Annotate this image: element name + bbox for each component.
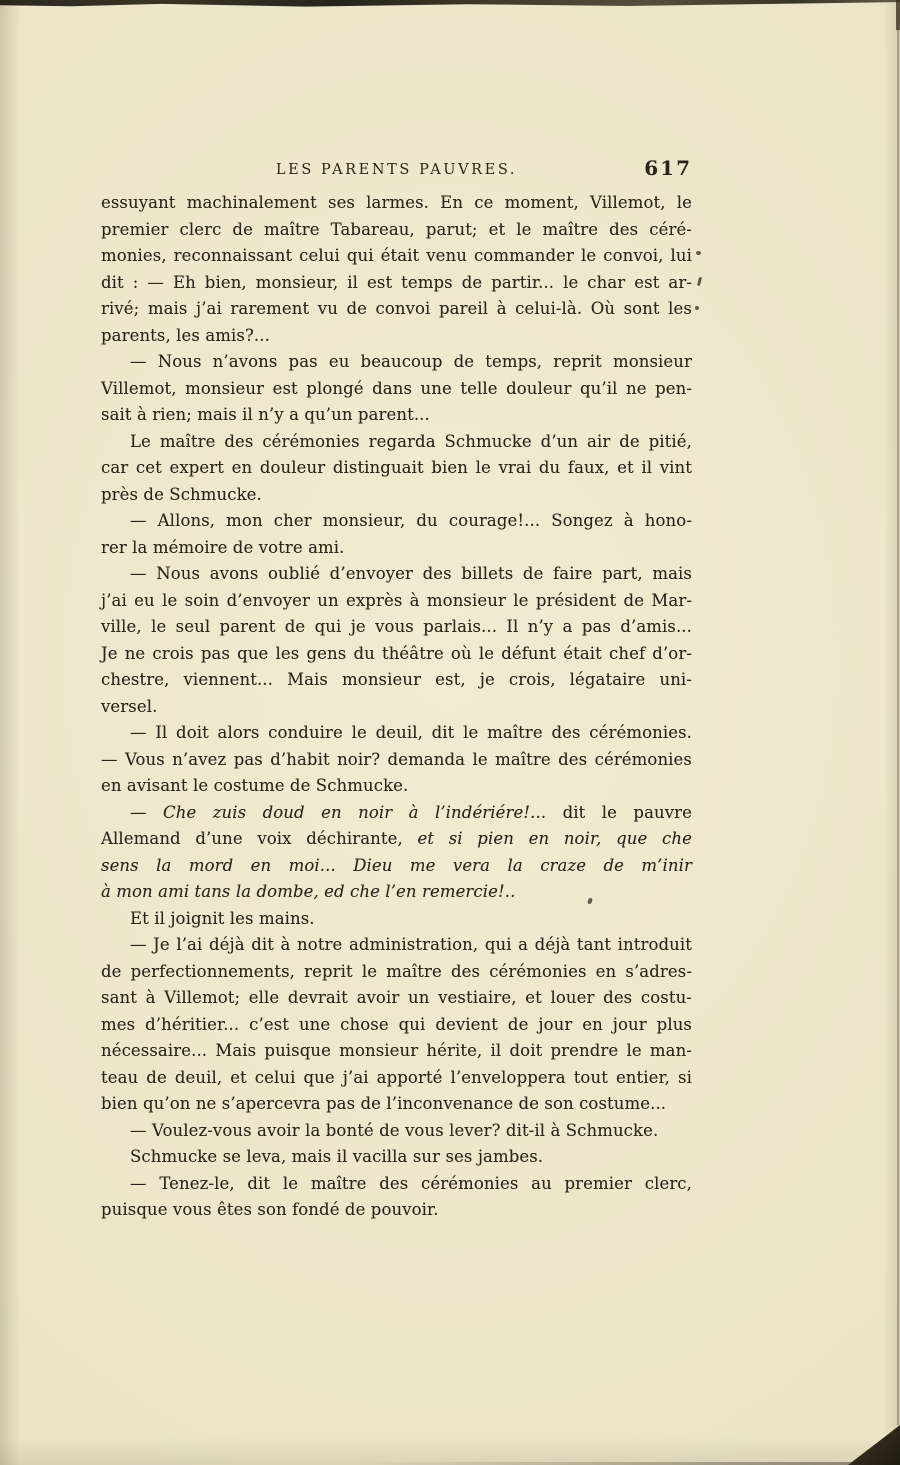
text-segment: Je ne crois pas que les gens du théâtre où le défunt était chef d’or- — [101, 643, 692, 663]
paragraph — [101, 508, 692, 561]
text-line — [101, 588, 692, 615]
text-segment: monies, reconnaissant celui qui était venu commander le convoi, lui — [101, 246, 692, 265]
text-line — [101, 508, 692, 535]
text-segment: Schmucke se leva, mais il vacilla sur ses jambes. — [130, 1147, 544, 1166]
scan-top-edge-artifact — [0, 0, 900, 7]
text-segment: dit le pauvre — [562, 802, 693, 822]
text-line — [101, 932, 692, 959]
italic-text-segment: à mon ami tans la dombe, ed che l’en remercie!.. — [101, 882, 516, 901]
text-line — [101, 694, 692, 721]
text-line — [101, 217, 692, 244]
text-line — [101, 853, 692, 880]
text-segment: — Nous avons oublié d’envoyer des billets de faire part, mais — [130, 564, 692, 583]
text-line — [101, 879, 692, 906]
text-segment: mes d’héritier... c’est une chose qui devient de jour en jour plus — [101, 1014, 692, 1034]
text-line — [101, 402, 692, 429]
text-line — [101, 1065, 692, 1092]
text-segment: teau de deuil, et celui que j’ai apporté l’enveloppera tout entier, si — [101, 1067, 692, 1087]
text-line — [101, 1038, 692, 1065]
text-line — [101, 376, 692, 403]
text-line — [101, 1012, 692, 1039]
paragraph — [101, 1118, 692, 1145]
text-line — [101, 826, 692, 853]
text-segment: bien qu’on ne s’apercevra pas de l’inconvenance de son costume... — [101, 1094, 667, 1113]
text-line — [101, 1144, 692, 1171]
paragraph — [101, 1144, 692, 1171]
text-line — [101, 667, 692, 694]
paragraph — [101, 932, 692, 1118]
text-line — [101, 455, 692, 482]
text-line — [101, 641, 692, 668]
text-line — [101, 985, 692, 1012]
text-segment: chestre, viennent... Mais monsieur est, je crois, légataire uni- — [101, 670, 692, 689]
text-segment: parents, les amis?... — [101, 325, 270, 345]
text-segment: rivé; mais j’ai rarement vu de convoi pareil à celui-là. Où sont les — [101, 299, 692, 318]
text-line — [101, 1171, 692, 1198]
text-line — [101, 747, 692, 774]
text-segment: puisque vous êtes son fondé de pouvoir. — [101, 1200, 439, 1219]
text-segment: Allemand d’une voix déchirante, — [101, 829, 418, 848]
text-segment: Et il joignit les mains. — [130, 908, 315, 928]
text-segment: — Allons, mon cher monsieur, du courage!... Songez à hono- — [130, 511, 692, 530]
text-segment: car cet expert en douleur distinguait bien le vrai du faux, et il vint — [101, 458, 692, 477]
text-segment: près de Schmucke. — [101, 484, 262, 504]
text-segment: versel. — [101, 696, 158, 716]
text-line — [101, 243, 692, 270]
text-line — [101, 561, 692, 588]
text-segment: rer la mémoire de votre ami. — [101, 537, 345, 557]
running-title: LES PARENTS PAUVRES. — [275, 162, 518, 178]
text-segment: nécessaire... Mais puisque monsieur hérite, il doit prendre le man- — [101, 1041, 692, 1060]
italic-text-segment: — Che zuis doud en noir à l’indériére!... — [130, 802, 563, 822]
paragraph — [101, 906, 692, 933]
text-segment: dit : — Eh bien, monsieur, il est temps de partir... le char est ar- — [101, 272, 692, 292]
paragraph — [101, 349, 692, 429]
text-line — [101, 614, 692, 641]
text-segment: — Nous n’avons pas eu beaucoup de temps, reprit monsieur — [130, 352, 692, 371]
text-line — [101, 323, 692, 350]
text-line — [101, 535, 692, 562]
text-line — [101, 1091, 692, 1118]
italic-text-segment: et si pien en noir, que che — [417, 829, 692, 848]
text-segment: sait à rien; mais il n’y a qu’un parent... — [101, 405, 430, 424]
page-number: 617 — [644, 156, 692, 180]
text-segment: sant à Villemot; elle devrait avoir un vestiaire, et louer des costu- — [101, 988, 692, 1007]
ink-speck — [697, 277, 702, 286]
text-segment: ville, le seul parent de qui je vous parlais... Il n’y a pas d’amis... — [101, 617, 692, 636]
text-segment: de perfectionnements, reprit le maître des cérémonies en s’adres- — [101, 961, 692, 981]
text-line — [101, 1197, 692, 1224]
text-line — [101, 429, 692, 456]
text-segment: — Je l’ai déjà dit à notre administration, qui a déjà tant introduit — [130, 935, 692, 954]
text-segment: Villemot, monsieur est plongé dans une telle douleur qu’il ne pen- — [101, 378, 692, 398]
ink-speck — [695, 306, 699, 310]
scan-corner-artifact — [848, 1425, 900, 1465]
paragraph — [101, 720, 692, 800]
text-line — [101, 800, 692, 827]
text-line — [101, 1118, 692, 1145]
text-line — [101, 959, 692, 986]
text-line — [101, 190, 692, 217]
paragraph — [101, 561, 692, 720]
text-line — [101, 720, 692, 747]
text-line — [101, 270, 692, 297]
text-segment: j’ai eu le soin d’envoyer un exprès à monsieur le président de Mar- — [101, 590, 692, 610]
ink-speck — [696, 251, 701, 255]
paragraph — [101, 429, 692, 509]
text-segment: essuyant machinalement ses larmes. En ce moment, Villemot, le — [101, 193, 692, 212]
scan-right-edge-artifact — [897, 6, 899, 1425]
paragraph — [101, 800, 692, 906]
text-line — [101, 296, 692, 323]
text-segment: Le maître des cérémonies regarda Schmucke d’un air de pitié, — [130, 431, 692, 451]
italic-text-segment: sens la mord en moi... Dieu me vera la craze de m’inir — [101, 855, 692, 875]
paragraph — [101, 190, 692, 349]
text-line — [101, 906, 692, 933]
page-header — [101, 156, 692, 182]
text-segment: — Voulez-vous avoir la bonté de vous lever? dit-il à Schmucke. — [130, 1120, 659, 1140]
text-segment: en avisant le costume de Schmucke. — [101, 776, 409, 795]
text-line — [101, 349, 692, 376]
text-segment: premier clerc de maître Tabareau, parut; et le maître des céré- — [101, 219, 692, 239]
text-segment: — Vous n’avez pas d’habit noir? demanda le maître des cérémonies — [101, 749, 692, 769]
text-line — [101, 482, 692, 509]
text-segment: — Il doit alors conduire le deuil, dit le maître des cérémonies. — [130, 723, 692, 742]
text-line — [101, 773, 692, 800]
text-block — [101, 190, 692, 1224]
paragraph — [101, 1171, 692, 1224]
text-segment: — Tenez-le, dit le maître des cérémonies au premier clerc, — [130, 1173, 692, 1193]
